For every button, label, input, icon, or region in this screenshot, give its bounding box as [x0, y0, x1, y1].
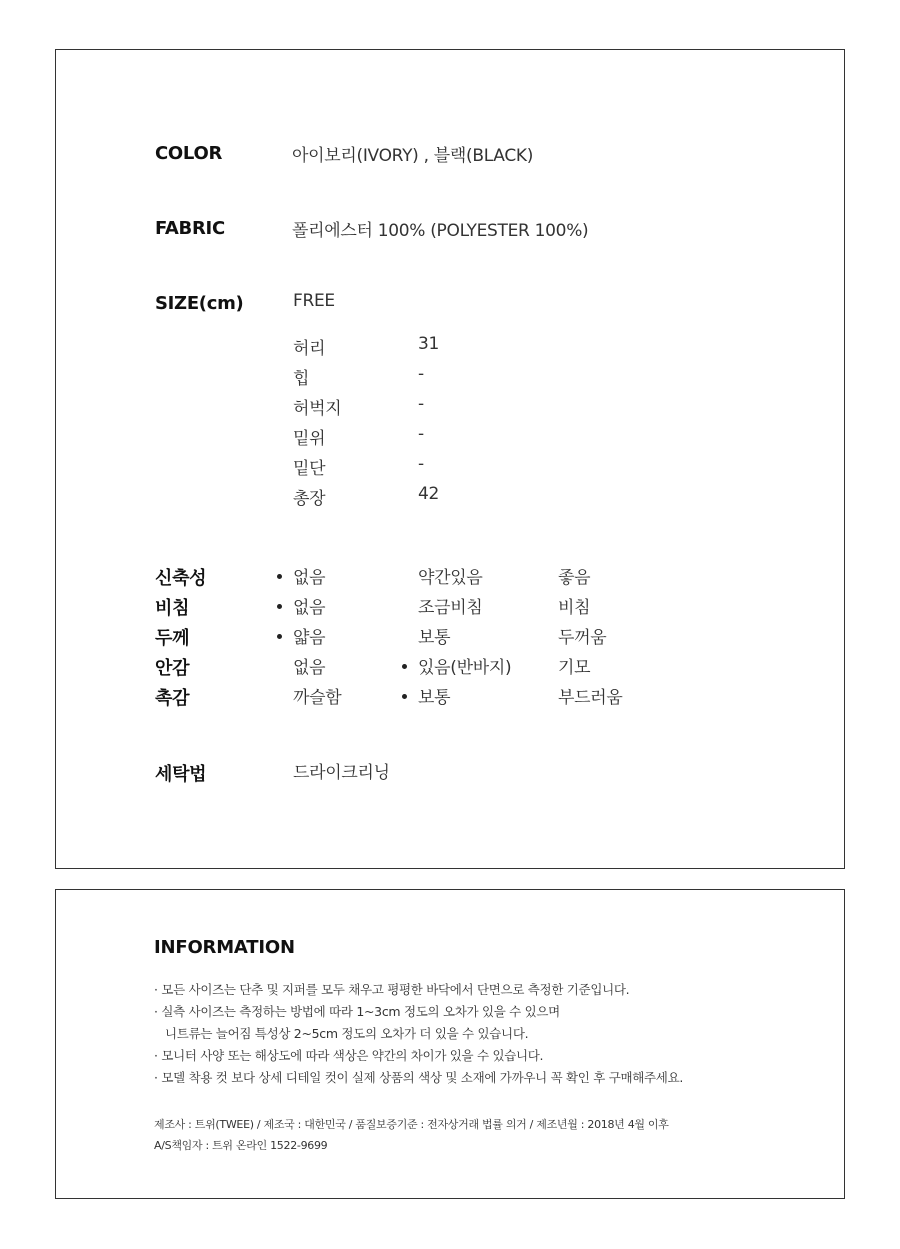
size-row-value: 31	[418, 334, 440, 354]
info-note: · 실측 사이즈는 측정하는 방법에 따라 1~3cm 정도의 오차가 있을 수 있으며	[154, 1004, 560, 1019]
size-row-name: 허리	[293, 339, 326, 359]
attribute-option-selected: 있음(반바지)	[418, 653, 511, 678]
attribute-label: 비침	[155, 598, 190, 619]
color-value: 아이보리(IVORY) , 블랙(BLACK)	[292, 146, 534, 166]
information-title: INFORMATION	[154, 937, 295, 958]
washing-value: 드라이크리닝	[293, 763, 390, 783]
size-row-value: -	[418, 364, 424, 384]
info-footer: A/S책임자 : 트위 온라인 1522-9699	[154, 1139, 328, 1152]
attribute-label: 신축성	[155, 568, 207, 589]
size-label: SIZE(cm)	[155, 293, 244, 314]
attribute-option: 보통	[418, 628, 451, 648]
info-note: · 모니터 사양 또는 해상도에 따라 색상은 약간의 차이가 있을 수 있습니다.	[154, 1048, 544, 1063]
info-note: · 모든 사이즈는 단추 및 지퍼를 모두 채우고 평평한 바닥에서 단면으로 측정한 기준입니다.	[154, 982, 630, 997]
attribute-option: 기모	[558, 658, 591, 678]
attribute-label: 촉감	[155, 688, 190, 709]
attribute-option: 부드러움	[558, 688, 623, 708]
size-row-value: -	[418, 424, 424, 444]
color-label: COLOR	[155, 143, 223, 164]
info-note: 니트류는 늘어짐 특성상 2~5cm 정도의 오차가 더 있을 수 있습니다.	[154, 1026, 529, 1041]
attribute-label: 두께	[155, 628, 190, 649]
attribute-option: 까슬함	[293, 688, 342, 708]
attribute-option: 없음	[293, 658, 326, 678]
attribute-label: 안감	[155, 658, 190, 679]
attribute-option: 약간있음	[418, 568, 483, 588]
washing-label: 세탁법	[155, 764, 207, 785]
size-row-name: 밑단	[293, 459, 326, 479]
attribute-option: 두꺼움	[558, 628, 607, 648]
fabric-label: FABRIC	[155, 218, 225, 239]
attribute-option-selected: 얇음	[293, 623, 325, 648]
attribute-option-selected: 없음	[293, 563, 325, 588]
attribute-option-selected: 보통	[418, 683, 450, 708]
attribute-option-selected: 없음	[293, 593, 325, 618]
size-row-name: 총장	[293, 489, 326, 509]
info-footer: 제조사 : 트위(TWEE) / 제조국 : 대한민국 / 품질보증기준 : 전자상거래 법률 의거 / 제조년월 : 2018년 4월 이후	[154, 1118, 669, 1131]
size-row-value: -	[418, 394, 424, 414]
attribute-option: 비침	[558, 598, 591, 618]
attribute-option: 좋음	[558, 568, 591, 588]
size-row-value: -	[418, 454, 424, 474]
attribute-option: 조금비침	[418, 598, 483, 618]
size-row-value: 42	[418, 484, 440, 504]
size-row-name: 허벅지	[293, 399, 342, 419]
fabric-value: 폴리에스터 100% (POLYESTER 100%)	[292, 221, 589, 241]
info-note: · 모델 착용 컷 보다 상세 디테일 컷이 실제 상품의 색상 및 소재에 가까우니 꼭 확인 후 구매해주세요.	[154, 1070, 684, 1085]
size-free: FREE	[293, 291, 335, 311]
size-row-name: 밑위	[293, 429, 326, 449]
product-spec-box	[55, 49, 845, 869]
size-row-name: 힙	[293, 369, 310, 389]
